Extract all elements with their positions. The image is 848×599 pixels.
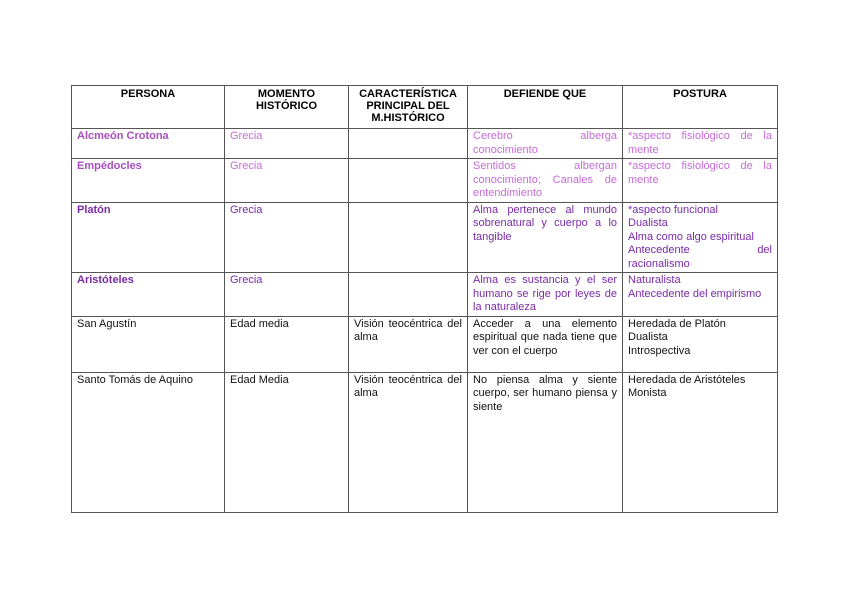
table-row	[72, 159, 778, 203]
postura-line: Heredada de Aristóteles	[628, 373, 746, 386]
cell-caracteristica	[349, 202, 468, 273]
cell-momento: Grecia	[225, 273, 349, 317]
cell-postura	[623, 129, 778, 159]
cell-caracteristica	[349, 273, 468, 317]
postura-line: *aspecto fisiológico de la mente	[628, 160, 772, 186]
cell-persona: Alcmeón Crotona	[72, 129, 225, 159]
cell-caracteristica	[349, 129, 468, 159]
table-row	[72, 372, 778, 512]
cell-persona: Platón	[72, 202, 225, 273]
cell-persona: Santo Tomás de Aquino	[72, 372, 225, 512]
cell-postura	[623, 372, 778, 512]
comparison-table	[71, 85, 778, 513]
postura-line: Dualista	[628, 331, 668, 343]
postura-line: *aspecto fisiológico de la mente	[628, 130, 772, 156]
table-header-row	[72, 86, 778, 129]
cell-defiende: Cerebro alberga conocimiento	[468, 129, 623, 159]
cell-momento: Edad Media	[225, 372, 349, 512]
cell-defiende: Sentidos albergan conocimiento; Canales de entendimiento	[468, 159, 623, 203]
cell-defiende: Alma pertenece al mundo sobrenatural y cuerpo a lo tangible	[468, 202, 623, 273]
cell-postura	[623, 273, 778, 317]
header-postura: POSTURA	[623, 86, 778, 129]
postura-line: *aspecto funcional	[628, 203, 718, 216]
header-persona: PERSONA	[72, 86, 225, 129]
cell-momento: Grecia	[225, 202, 349, 273]
cell-caracteristica	[349, 159, 468, 203]
cell-defiende: No piensa alma y siente cuerpo, ser humano piensa y siente	[468, 372, 623, 512]
cell-caracteristica: Visión teocéntrica del alma	[349, 316, 468, 372]
table-row	[72, 129, 778, 159]
cell-momento: Edad media	[225, 316, 349, 372]
cell-persona: Aristóteles	[72, 273, 225, 317]
postura-line: Monista	[628, 387, 667, 399]
cell-persona: Empédocles	[72, 159, 225, 203]
cell-postura	[623, 202, 778, 273]
postura-line: Heredada de Platón	[628, 317, 726, 330]
postura-line: Antecedente del racionalismo	[628, 244, 772, 270]
cell-momento: Grecia	[225, 159, 349, 203]
postura-line: Dualista	[628, 217, 668, 229]
cell-postura	[623, 159, 778, 203]
cell-persona: San Agustín	[72, 316, 225, 372]
postura-line: Introspectiva	[628, 344, 691, 357]
cell-defiende: Alma es sustancia y el ser humano se rige por leyes de la naturaleza	[468, 273, 623, 317]
postura-line: Naturalista	[628, 274, 681, 286]
cell-caracteristica: Visión teocéntrica del alma	[349, 372, 468, 512]
table-row	[72, 316, 778, 372]
postura-line: Alma como algo espiritual	[628, 230, 754, 243]
cell-postura	[623, 316, 778, 372]
table-row	[72, 202, 778, 273]
header-momento: MOMENTO HISTÓRICO	[225, 86, 349, 129]
header-caracteristica: CARACTERÍSTICA PRINCIPAL DEL M.HISTÓRICO	[349, 86, 468, 129]
table-row	[72, 273, 778, 317]
cell-momento: Grecia	[225, 129, 349, 159]
postura-line: Antecedente del empirismo	[628, 287, 762, 300]
header-defiende: DEFIENDE QUE	[468, 86, 623, 129]
cell-defiende: Acceder a una elemento espiritual que nada tiene que ver con el cuerpo	[468, 316, 623, 372]
